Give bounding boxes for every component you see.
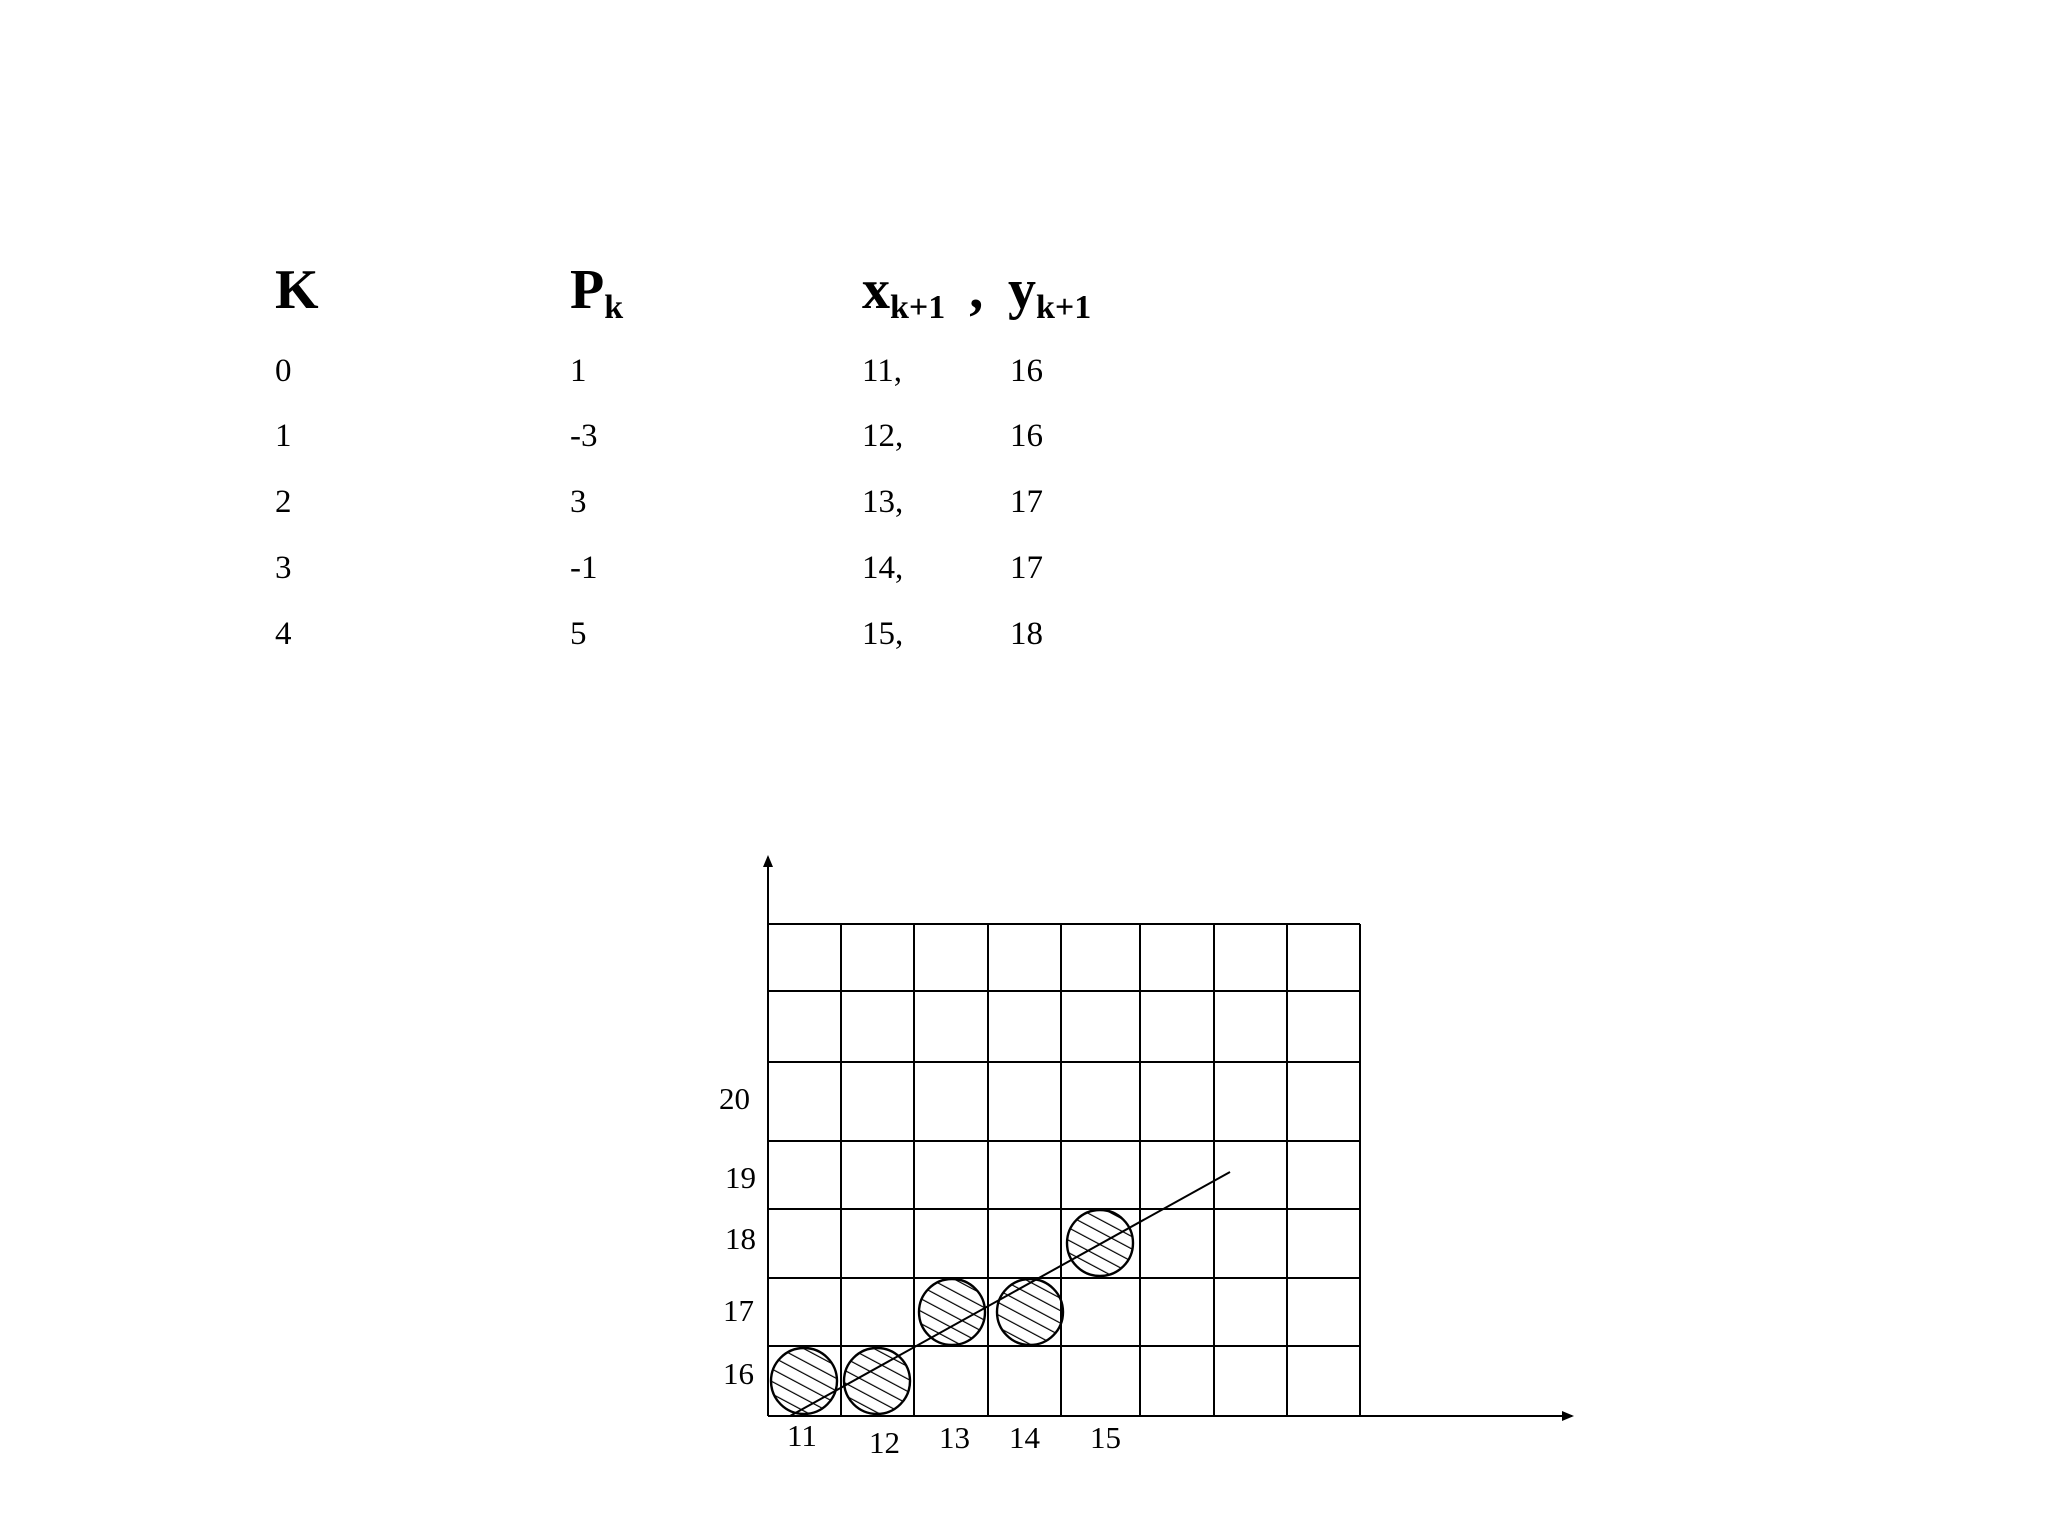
row-p: -1 (570, 550, 598, 586)
row-p: -3 (570, 418, 598, 454)
plotted-pixel (844, 1348, 910, 1414)
row-k: 3 (275, 550, 292, 586)
x-label-11: 11 (787, 1418, 817, 1453)
row-x: 12, (862, 418, 904, 454)
row-x: 14, (862, 550, 904, 586)
row-p: 3 (570, 484, 587, 520)
plotted-pixel (771, 1348, 837, 1414)
header-k-label: K (275, 259, 319, 321)
header-y-base: y (1008, 259, 1036, 321)
header-x-base: x (862, 259, 890, 321)
row-x: 15, (862, 616, 904, 652)
row-y: 16 (1010, 418, 1043, 454)
row-k: 1 (275, 418, 292, 454)
y-label-16: 16 (723, 1356, 754, 1391)
row-y: 17 (1010, 484, 1043, 520)
header-comma: , (969, 259, 984, 321)
row-k: 0 (275, 353, 292, 389)
header-pk-sub: k (604, 289, 624, 326)
plotted-pixel (1067, 1210, 1133, 1276)
x-label-15: 15 (1090, 1420, 1121, 1455)
row-x: 13, (862, 484, 904, 520)
row-k: 4 (275, 616, 292, 652)
x-label-13: 13 (939, 1420, 970, 1455)
header-y-sub: k+1 (1036, 289, 1092, 326)
row-y: 17 (1010, 550, 1043, 586)
row-p: 1 (570, 353, 587, 389)
row-x: 11, (862, 353, 903, 389)
y-label-19: 19 (725, 1160, 756, 1195)
y-label-18: 18 (725, 1221, 756, 1256)
grid-lines (768, 924, 1360, 1416)
plotted-pixel (919, 1279, 985, 1345)
plotted-pixels (771, 1210, 1133, 1414)
header-x-sub: k+1 (890, 289, 946, 326)
plotted-pixel (997, 1279, 1063, 1345)
y-label-17: 17 (723, 1293, 754, 1328)
row-k: 2 (275, 484, 292, 520)
x-label-14: 14 (1009, 1420, 1040, 1455)
row-p: 5 (570, 616, 587, 652)
header-pk-base: P (570, 259, 605, 321)
x-label-12: 12 (869, 1425, 900, 1460)
row-y: 16 (1010, 353, 1043, 389)
y-label-20: 20 (719, 1081, 750, 1116)
row-y: 18 (1010, 616, 1043, 652)
